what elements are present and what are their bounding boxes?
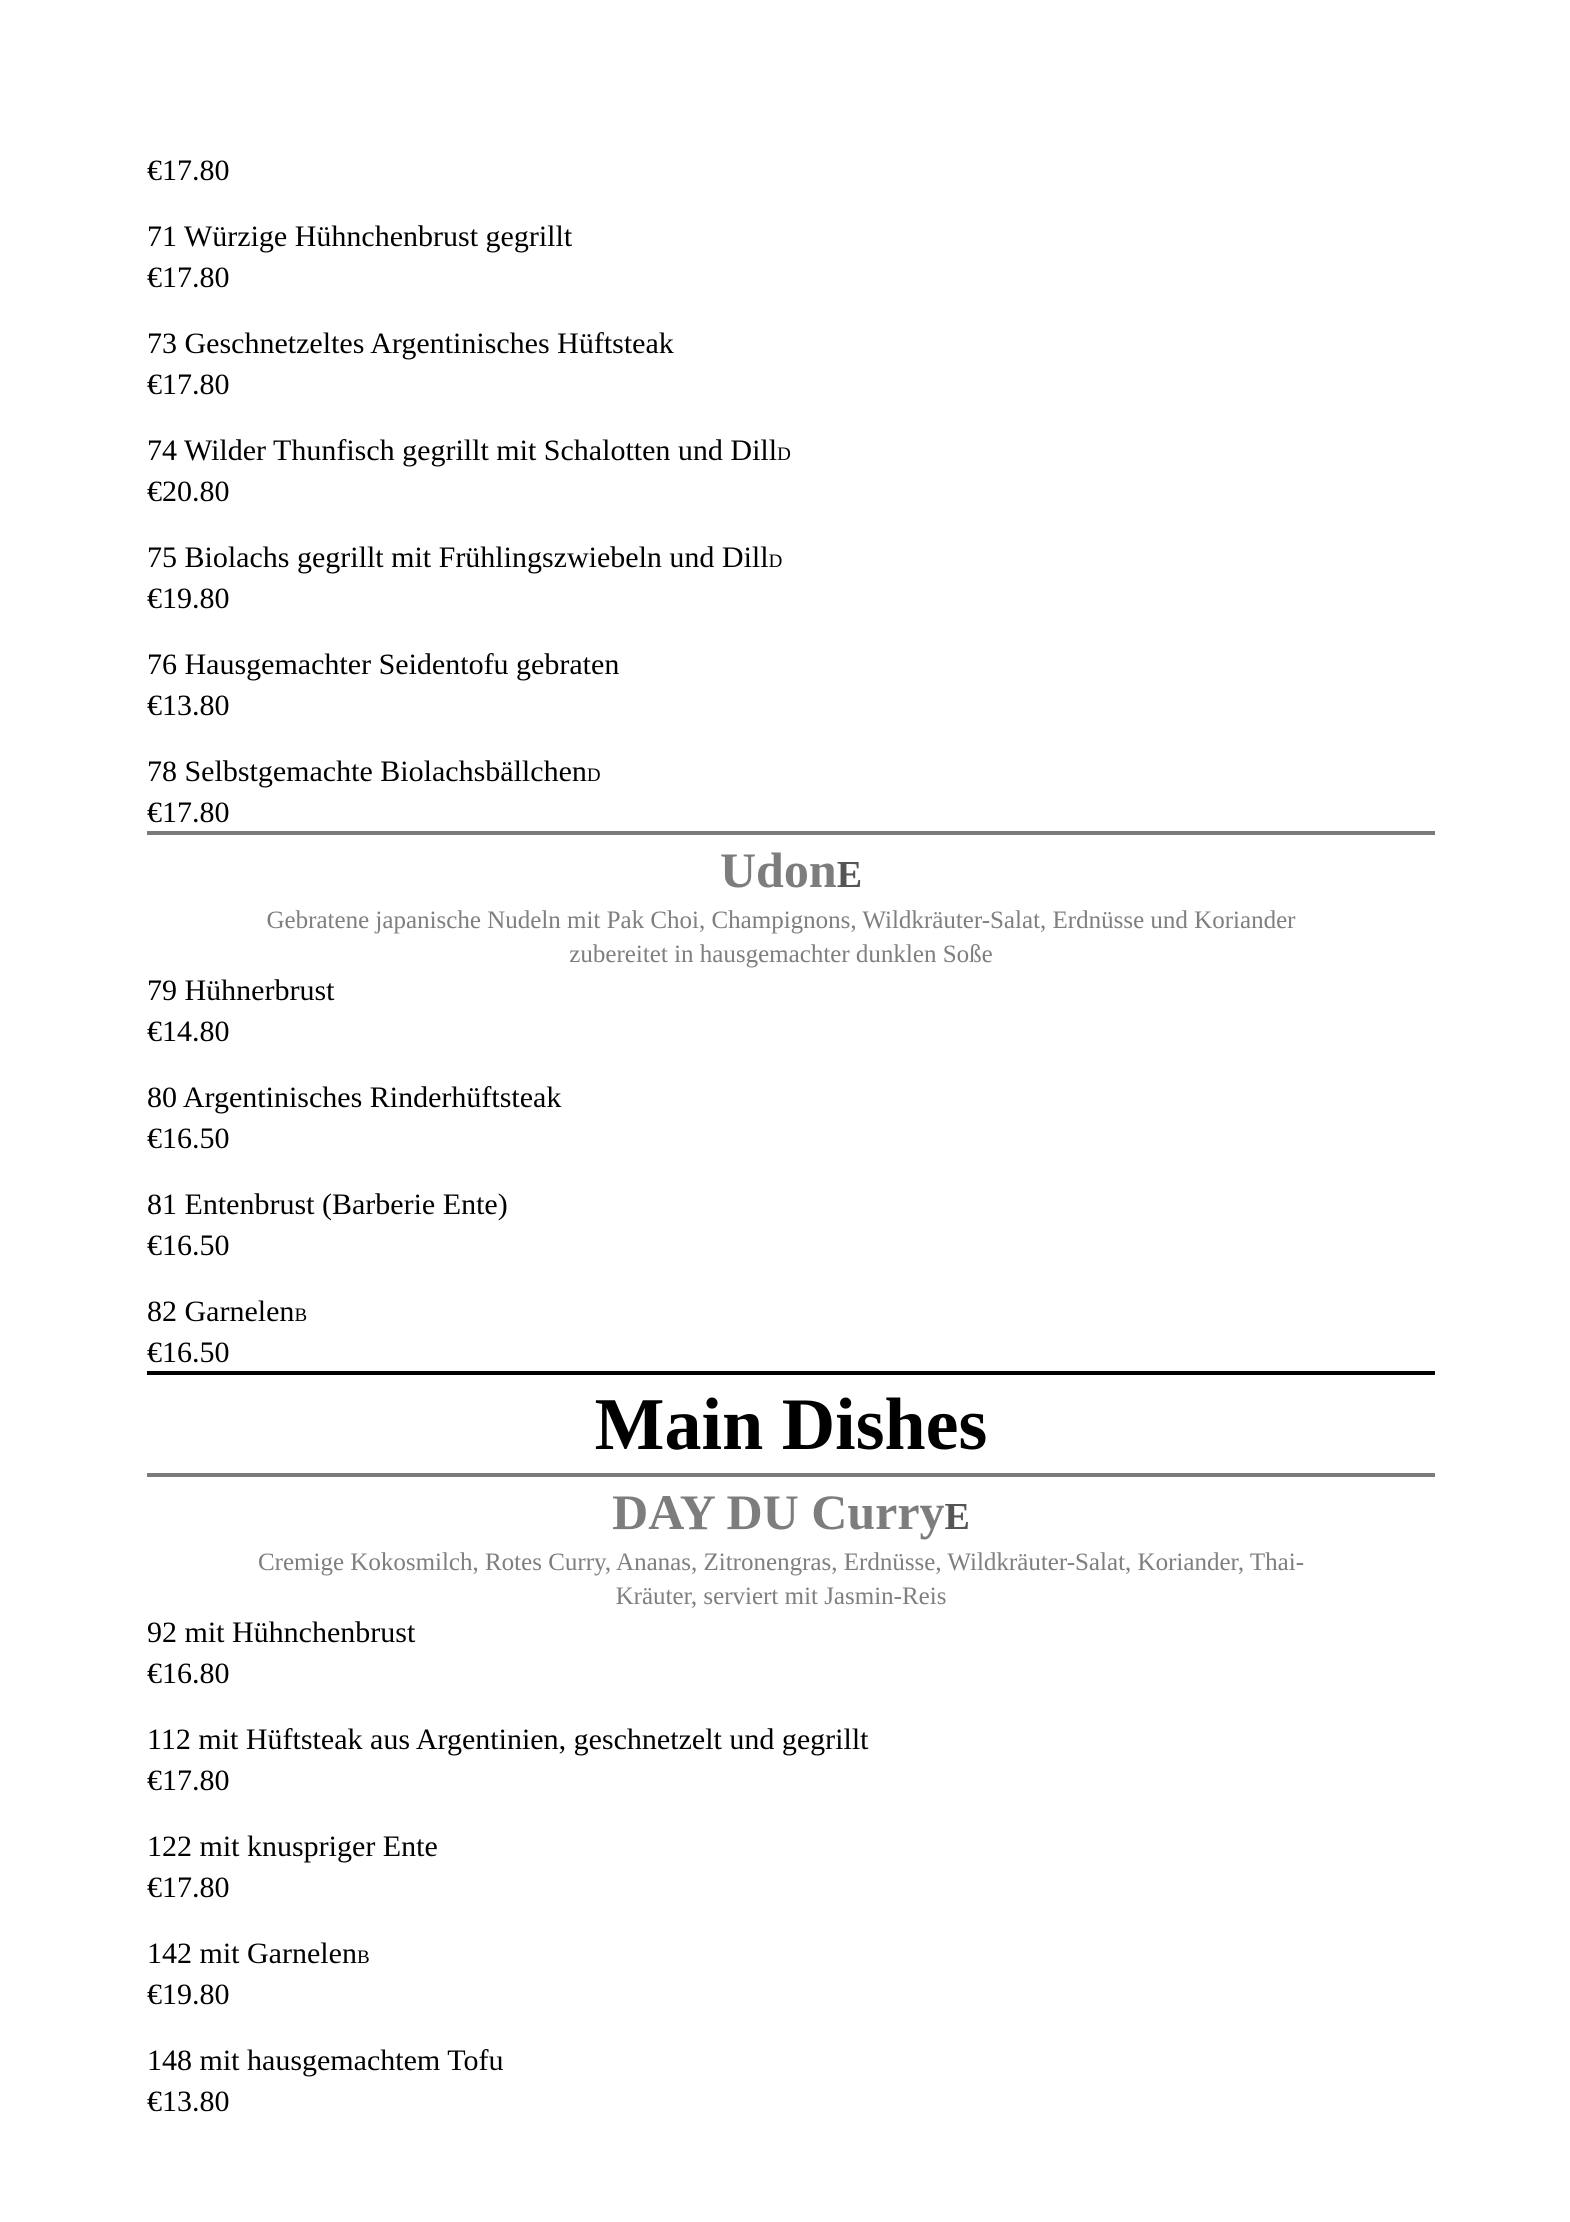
udon-section-title: UdonE xyxy=(719,842,863,898)
item-price: €16.50 xyxy=(147,1336,230,1369)
item-price: €17.80 xyxy=(147,368,230,401)
item-price: €17.80 xyxy=(147,1764,230,1797)
udon-description xyxy=(167,904,1395,972)
item-name: 76 Hausgemachter Seidentofu gebraten xyxy=(147,648,620,681)
item-price: €20.80 xyxy=(147,475,230,508)
item-price: €19.80 xyxy=(147,1978,230,2011)
item-price: €17.80 xyxy=(147,796,230,829)
menu-item xyxy=(147,432,1435,510)
section-divider xyxy=(147,1371,1435,1375)
allergen-code: D xyxy=(777,444,791,465)
menu-item xyxy=(147,1828,1435,1906)
item-name: 148 mit hausgemachtem Tofu xyxy=(147,2044,504,2077)
description-line: Gebratene japanische Nudeln mit Pak Choi, Champignons, Wildkräuter-Salat, Erdnüsse und Koriander xyxy=(266,907,1296,934)
item-price: €17.80 xyxy=(147,261,230,294)
item-name: 79 Hühnerbrust xyxy=(147,974,335,1007)
menu-item xyxy=(147,325,1435,403)
description-line: zubereitet in hausgemachter dunklen Soße xyxy=(569,941,993,968)
item-price: €17.80 xyxy=(147,1871,230,1904)
item-price: €17.80 xyxy=(147,154,230,187)
menu-item-continued xyxy=(147,152,1435,189)
item-name: 80 Argentinisches Rinderhüftsteak xyxy=(147,1081,562,1114)
item-price: €13.80 xyxy=(147,2085,230,2118)
menu-item xyxy=(147,1293,1435,1371)
item-name: 112 mit Hüftsteak aus Argentinien, geschnetzelt und gegrillt xyxy=(147,1723,869,1756)
item-name: 142 mit GarnelenB xyxy=(147,1937,370,1970)
section-divider xyxy=(147,1473,1435,1477)
menu-item xyxy=(147,753,1435,831)
item-name: 122 mit knuspriger Ente xyxy=(147,1830,438,1863)
item-price: €16.80 xyxy=(147,1657,230,1690)
allergen-code: D xyxy=(768,551,783,572)
menu-item xyxy=(147,218,1435,296)
item-name: 71 Würzige Hühnchenbrust gegrillt xyxy=(147,220,573,253)
description-line: Cremige Kokosmilch, Rotes Curry, Ananas, Zitronengras, Erdnüsse, Wildkräuter-Salat, Koriander, Thai- xyxy=(257,1549,1305,1576)
item-price: €19.80 xyxy=(147,582,230,615)
main-dishes-title: Main Dishes xyxy=(594,1384,988,1466)
item-name: 74 Wilder Thunfisch gegrillt mit Schalotten und DillD xyxy=(147,434,791,467)
allergen-code: D xyxy=(586,765,601,786)
menu-item xyxy=(147,1721,1435,1799)
item-name: 92 mit Hühnchenbrust xyxy=(147,1616,416,1649)
menu-item xyxy=(147,1079,1435,1157)
menu-item xyxy=(147,1186,1435,1264)
menu-item xyxy=(147,1614,1435,1692)
menu-item xyxy=(147,972,1435,1050)
item-price: €14.80 xyxy=(147,1015,230,1048)
item-price: €13.80 xyxy=(147,689,230,722)
description-line: Kräuter, serviert mit Jasmin-Reis xyxy=(615,1583,947,1610)
allergen-code: E xyxy=(944,1496,970,1538)
item-name: 73 Geschnetzeltes Argentinisches Hüftsteak xyxy=(147,327,674,360)
item-name: 81 Entenbrust (Barberie Ente) xyxy=(147,1188,508,1221)
item-price: €16.50 xyxy=(147,1122,230,1155)
allergen-code: E xyxy=(836,854,863,896)
item-name: 78 Selbstgemachte BiolachsbällchenD xyxy=(147,755,601,788)
menu-item xyxy=(147,2042,1435,2120)
item-name: 82 GarnelenB xyxy=(147,1295,308,1328)
menu-item xyxy=(147,539,1435,617)
curry-description xyxy=(167,1546,1395,1614)
curry-section-title: DAY DU CurryE xyxy=(612,1484,970,1540)
allergen-code: B xyxy=(356,1947,370,1968)
section-divider xyxy=(147,831,1435,835)
menu-item xyxy=(147,646,1435,724)
allergen-code: B xyxy=(294,1305,308,1326)
item-name: 75 Biolachs gegrillt mit Frühlingszwiebeln und DillD xyxy=(147,541,783,574)
menu-item xyxy=(147,1935,1435,2013)
menu-page xyxy=(147,0,1435,2120)
item-price: €16.50 xyxy=(147,1229,230,1262)
